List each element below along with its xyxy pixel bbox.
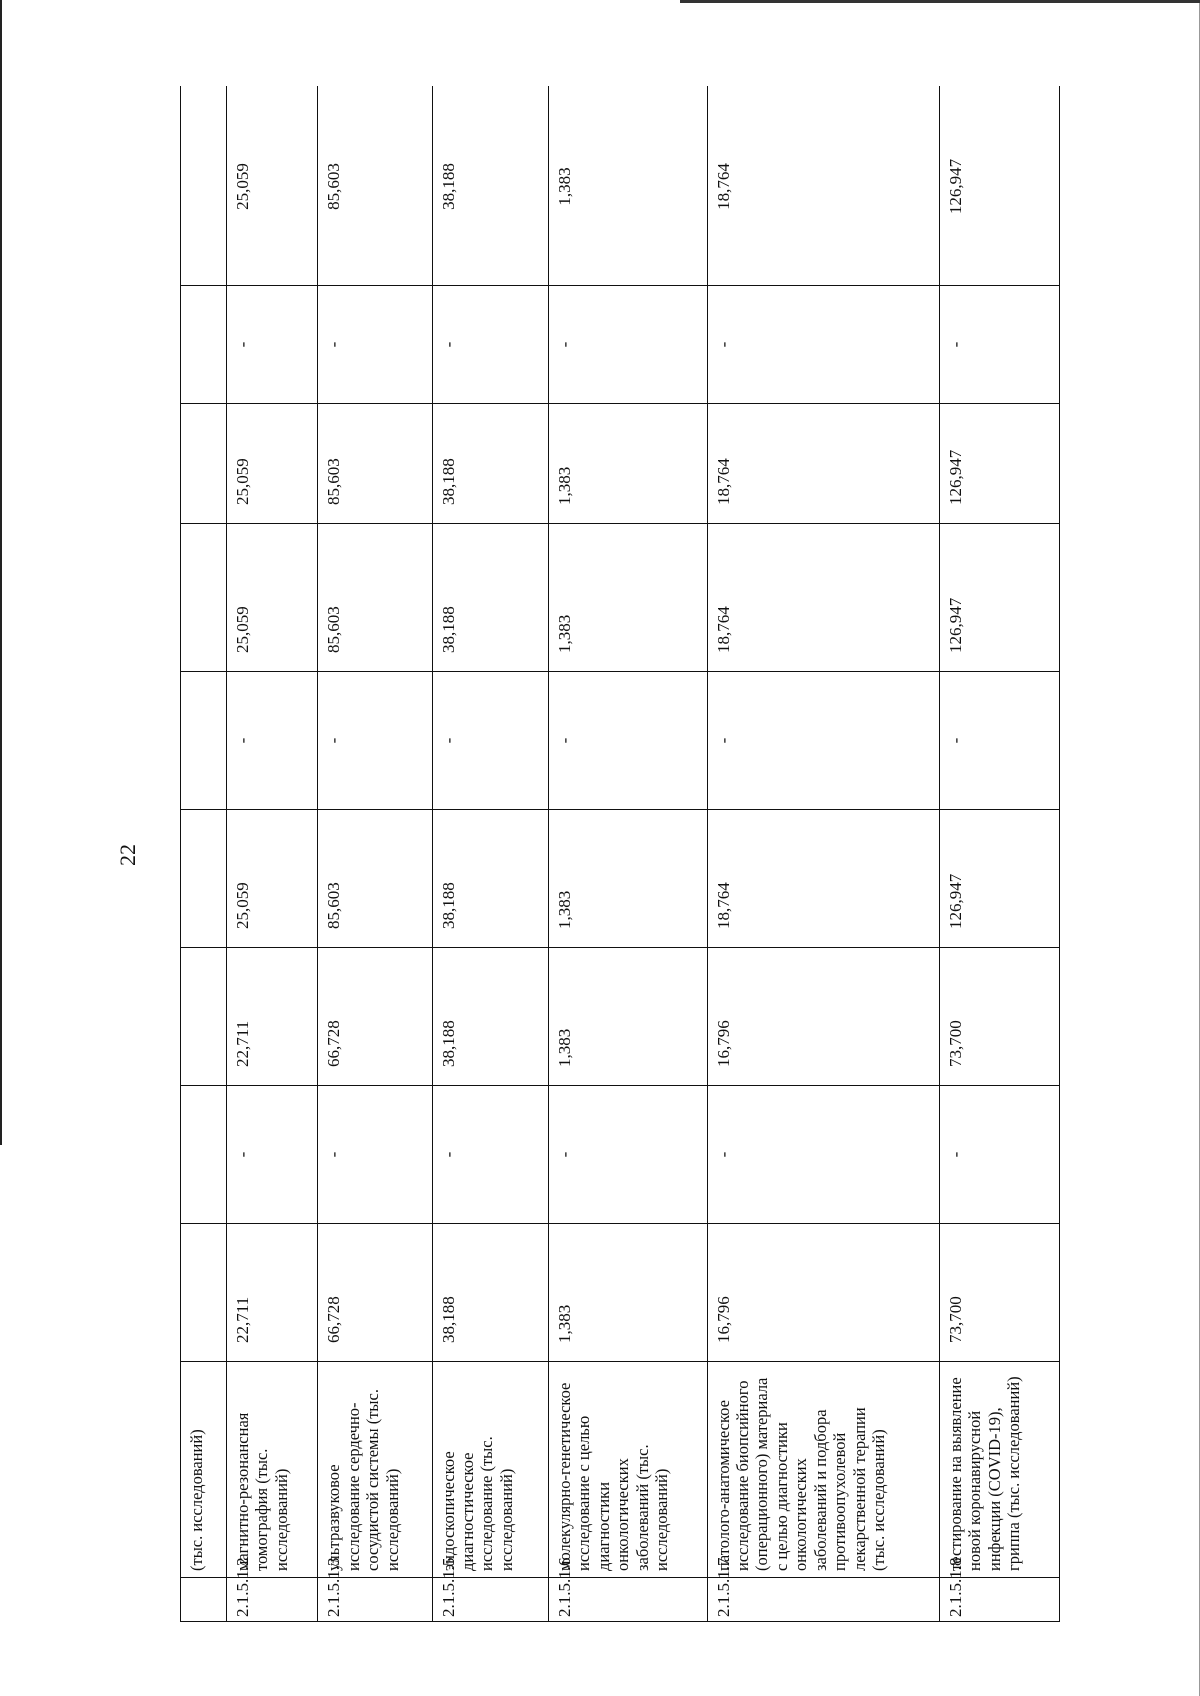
value-cell: 1,383 bbox=[548, 948, 707, 1086]
empty-cell bbox=[181, 404, 227, 524]
row-name: магнитно-резонансная томография (тыс. исследований) bbox=[226, 1362, 318, 1578]
value-cell: 126,947 bbox=[939, 404, 1059, 524]
value-cell: 38,188 bbox=[432, 948, 548, 1086]
value-cell: - bbox=[939, 286, 1059, 404]
empty-cell bbox=[181, 1086, 227, 1224]
value-cell: 1,383 bbox=[548, 524, 707, 672]
row-code: 2.1.5.1.2 bbox=[226, 1578, 318, 1622]
value-cell: - bbox=[548, 1086, 707, 1224]
value-cell: - bbox=[318, 286, 432, 404]
value-cell: 66,728 bbox=[318, 1224, 432, 1362]
table-row-header-fragment bbox=[181, 86, 227, 1622]
value-cell: - bbox=[548, 672, 707, 810]
data-table bbox=[180, 86, 1060, 1622]
value-cell: 85,603 bbox=[318, 524, 432, 672]
value-cell: - bbox=[318, 672, 432, 810]
table-row bbox=[432, 86, 548, 1622]
value-cell: 16,796 bbox=[707, 1224, 939, 1362]
value-cell: - bbox=[939, 672, 1059, 810]
value-cell: - bbox=[226, 672, 318, 810]
value-cell: 73,700 bbox=[939, 948, 1059, 1086]
value-cell: 22,711 bbox=[226, 1224, 318, 1362]
value-cell: - bbox=[707, 1086, 939, 1224]
value-cell: 1,383 bbox=[548, 404, 707, 524]
value-cell: 85,603 bbox=[318, 404, 432, 524]
table-row bbox=[939, 86, 1059, 1622]
value-cell: - bbox=[318, 1086, 432, 1224]
empty-cell bbox=[181, 524, 227, 672]
empty-cell bbox=[181, 672, 227, 810]
row-code: 2.1.5.1.7 bbox=[707, 1578, 939, 1622]
code-cell bbox=[181, 1578, 227, 1622]
value-cell: 1,383 bbox=[548, 1224, 707, 1362]
value-cell: - bbox=[707, 286, 939, 404]
value-cell: 126,947 bbox=[939, 86, 1059, 286]
value-cell: 38,188 bbox=[432, 524, 548, 672]
row-name: ультразвуковое исследование сердечно-сосудистой системы (тыс. исследований) bbox=[318, 1362, 432, 1578]
table-body bbox=[226, 86, 1059, 1622]
value-cell: - bbox=[432, 286, 548, 404]
value-cell: 38,188 bbox=[432, 404, 548, 524]
row-code: 2.1.5.1.6 bbox=[548, 1578, 707, 1622]
value-cell: 1,383 bbox=[548, 810, 707, 948]
table-rotated bbox=[180, 86, 1060, 1622]
value-cell: - bbox=[226, 286, 318, 404]
table-row bbox=[318, 86, 432, 1622]
value-cell: - bbox=[226, 1086, 318, 1224]
value-cell: 25,059 bbox=[226, 524, 318, 672]
value-cell: - bbox=[432, 1086, 548, 1224]
value-cell: - bbox=[432, 672, 548, 810]
value-cell: 16,796 bbox=[707, 948, 939, 1086]
value-cell: 18,764 bbox=[707, 404, 939, 524]
empty-cell bbox=[181, 86, 227, 286]
row-code: 2.1.5.1.8 bbox=[939, 1578, 1059, 1622]
empty-cell bbox=[181, 948, 227, 1086]
row-name: молекулярно-генетическое исследование с целью диагностики онкологических заболеваний (тыс. исследований) bbox=[548, 1362, 707, 1578]
scan-edge-left bbox=[0, 0, 2, 1145]
value-cell: - bbox=[548, 286, 707, 404]
empty-cell bbox=[181, 286, 227, 404]
value-cell: 18,764 bbox=[707, 810, 939, 948]
row-code: 2.1.5.1.5 bbox=[432, 1578, 548, 1622]
empty-cell bbox=[181, 810, 227, 948]
value-cell: 18,764 bbox=[707, 524, 939, 672]
table-rotated-container bbox=[180, 86, 1060, 1622]
value-cell: 85,603 bbox=[318, 810, 432, 948]
name-cell: (тыс. исследований) bbox=[181, 1362, 227, 1578]
value-cell: 25,059 bbox=[226, 404, 318, 524]
value-cell: 38,188 bbox=[432, 86, 548, 286]
value-cell: 66,728 bbox=[318, 948, 432, 1086]
table-row bbox=[226, 86, 318, 1622]
table-row bbox=[548, 86, 707, 1622]
value-cell: 38,188 bbox=[432, 1224, 548, 1362]
value-cell: 25,059 bbox=[226, 810, 318, 948]
value-cell: 126,947 bbox=[939, 810, 1059, 948]
table-row bbox=[707, 86, 939, 1622]
value-cell: 85,603 bbox=[318, 86, 432, 286]
value-cell: - bbox=[707, 672, 939, 810]
value-cell: 18,764 bbox=[707, 86, 939, 286]
row-code: 2.1.5.1.3 bbox=[318, 1578, 432, 1622]
row-name: эндоскопическое диагностическое исследование (тыс. исследований) bbox=[432, 1362, 548, 1578]
value-cell: 1,383 bbox=[548, 86, 707, 286]
value-cell: 25,059 bbox=[226, 86, 318, 286]
value-cell: 73,700 bbox=[939, 1224, 1059, 1362]
scan-edge-top bbox=[680, 0, 1200, 3]
row-name: патолого-анатомическое исследование биопсийного (операционного) материала с целью диагностики онкологических заболеваний и подбора противоопухолевой лекарственной терапии (тыс. исследований) bbox=[707, 1362, 939, 1578]
value-cell: 38,188 bbox=[432, 810, 548, 948]
row-name: тестирование на выявление новой коронавирусной инфекции (COVID-19), гриппа (тыс. исследований) bbox=[939, 1362, 1059, 1578]
page-number: 22 bbox=[115, 844, 140, 866]
value-cell: 126,947 bbox=[939, 524, 1059, 672]
empty-cell bbox=[181, 1224, 227, 1362]
value-cell: 22,711 bbox=[226, 948, 318, 1086]
value-cell: - bbox=[939, 1086, 1059, 1224]
